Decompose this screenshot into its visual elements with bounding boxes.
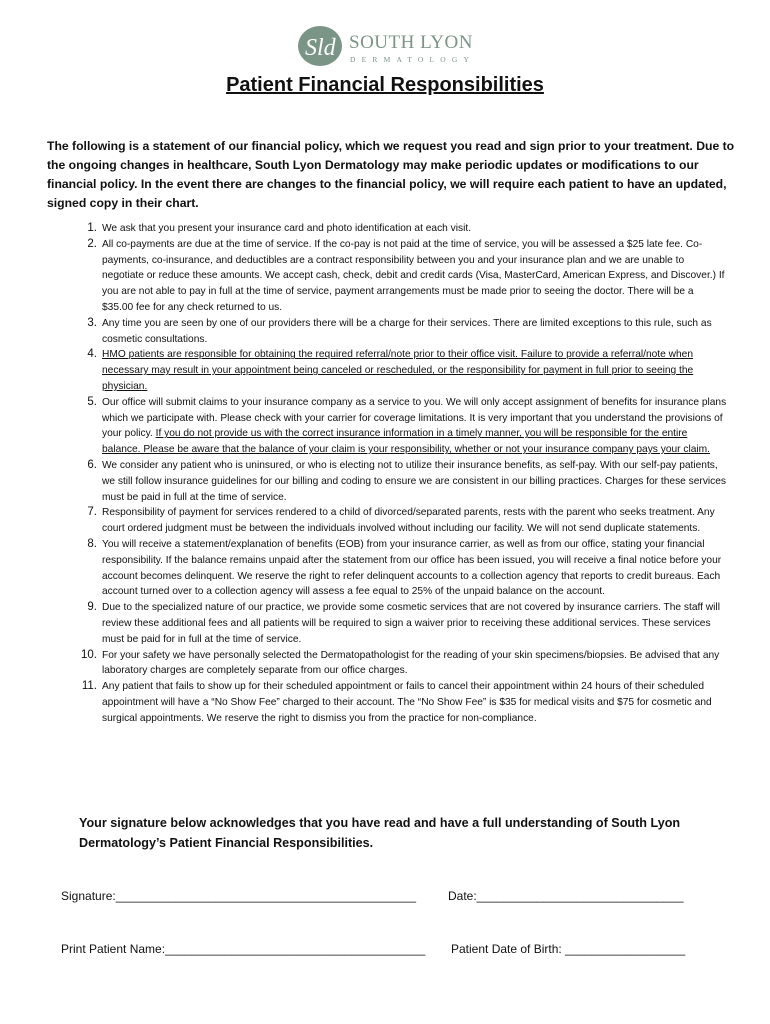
policy-item [47, 679, 727, 726]
logo-name: SOUTH LYON [349, 32, 473, 53]
policy-item-number: 10. [81, 648, 97, 661]
policy-item [47, 347, 727, 394]
policy-item-underlined-text: If you do not provide us with the correct insurance information in a timely manner, you will be responsible for the entire balance. Please be aware that the balance of your claim is your responsibility, whether or not your insurance company pays your claim. [102, 428, 710, 456]
policy-item-text: All co-payments are due at the time of service. If the co-pay is not paid at the time of service, you will be assessed a $25 late fee. Co-payments, co-insurance, and deductibles are a contract responsibility between you and your insurance plan and we are unable to negotiate or reduce these amounts. We accept cash, check, debit and credit cards (Visa, MasterCard, American Express, and Discover.) If you are not able to pay in full at the time of service, payment arrangements must be made prior to seeing the doctor. There will be a $35.00 fee for any check returned to us. [102, 238, 725, 313]
logo-subtitle: DERMATOLOGY [350, 55, 476, 64]
policy-item-text: Our office will submit claims to your insurance company as a service to you. We will only accept assignment of benefits for insurance plans which we participate with. Please check with your carrier for coverage limitations. It is very important that you understand the provisions of your policy. [102, 396, 727, 440]
policy-item-text: You will receive a statement/explanation of benefits (EOB) from your insurance carrier, as well as from our office, stating your financial responsibility. If the balance remains unpaid after the statement from our office has been issued, you will receive a final notice before your account becomes delinquent. We reserve the right to refer delinquent accounts to a collection agency that reports to credit bureaus. Each account turned over to a collection agency will assess a fee equal to 25% of the unpaid balance on the account. [102, 538, 722, 598]
acknowledgement-text: Your signature below acknowledges that you have read and have a full understanding of South Lyon Dermatology’s Patient Financial Responsibilities. [79, 816, 681, 850]
policy-item [47, 537, 727, 600]
policy-item-number: 3. [87, 316, 97, 329]
policy-item-text: Due to the specialized nature of our practice, we provide some cosmetic services that are not covered by insurance carriers. The staff will review these additional fees and all patients will be required to sign a waiver prior to receiving these additional services. These services must be paid for in full at the time of service. [102, 602, 720, 645]
policy-item [47, 458, 727, 505]
page-title: Patient Financial Responsibilities [226, 74, 544, 96]
policy-item-number: 11. [81, 680, 97, 693]
policy-item-number: 4. [87, 348, 97, 361]
policy-item [47, 648, 727, 680]
date-field[interactable]: Date:_______________________________ [448, 889, 684, 903]
logo-monogram-icon [296, 24, 348, 68]
signature-field[interactable]: Signature:_____________________________________________ [61, 889, 417, 903]
policy-item-number: 7. [87, 506, 97, 519]
policy-item-number: 6. [87, 458, 97, 471]
policy-item-number: 1. [87, 222, 97, 234]
policy-item-number: 8. [87, 537, 97, 550]
policy-item [47, 600, 727, 647]
policy-item-number: 9. [87, 601, 97, 614]
policy-item [47, 237, 727, 316]
policy-item [47, 505, 727, 537]
intro-paragraph: The following is a statement of our financial policy, which we request you read and sign prior to your treatment. Due to the ongoing changes in healthcare, South Lyon Dermatology may make periodic updates or modifications to our financial policy. In the event there are changes to the financial policy, we will require each patient to have an updated, signed copy in their chart. [47, 139, 735, 210]
policy-item-number: 2. [87, 237, 97, 250]
policy-item [47, 316, 727, 348]
policy-item [47, 395, 727, 458]
policy-item-text: Any patient that fails to show up for their scheduled appointment or fails to cancel their appointment within 24 hours of their scheduled appointment will have a “No Show Fee” charged to their account. The “No Show Fee” is $35 for medical visits and $75 for cosmetic and surgical appointments. We reserve the right to dismiss you from the practice for non-compliance. [102, 681, 712, 724]
policy-item [47, 221, 727, 237]
policy-item-text: We ask that you present your insurance card and photo identification at each visit. [102, 223, 472, 234]
policy-item-number: 5. [87, 395, 97, 408]
policy-item-text: Responsibility of payment for services rendered to a child of divorced/separated parents, rests with the parent who seeks treatment. Any court ordered judgment must be between the individuals involved without including our facility. We will not send duplicate statements. [102, 507, 715, 535]
logo-monogram-text: Sld [305, 35, 336, 61]
date-of-birth-field[interactable]: Patient Date of Birth: __________________ [451, 942, 686, 956]
policy-item-underlined-text: HMO patients are responsible for obtaining the required referral/note prior to their office visit. Failure to provide a referral/note when necessary may result in your appointment being canceled or rescheduled, or the responsibility for payment in full prior to seeing the physician. [102, 349, 694, 392]
policy-list [47, 221, 727, 727]
print-name-field[interactable]: Print Patient Name:_______________________________________ [61, 942, 426, 956]
policy-item-text: We consider any patient who is uninsured, or who is electing not to utilize their insurance benefits, as self-pay. With our self-pay patients, we still follow insurance guidelines for our billing and coding to ensure we are consistent in our billing practices. Charges for these services must be paid in full at the time of service. [102, 459, 727, 503]
policy-item-text: For your safety we have personally selected the Dermatopathologist for the reading of your skin specimens/biopsies. Be advised that any laboratory charges are completely separate from our office charges. [102, 649, 720, 677]
policy-item-text: Any time you are seen by one of our providers there will be a charge for their services. There are limited exceptions to this rule, such as cosmetic consultations. [102, 317, 712, 345]
south-lyon-logo [296, 24, 486, 68]
